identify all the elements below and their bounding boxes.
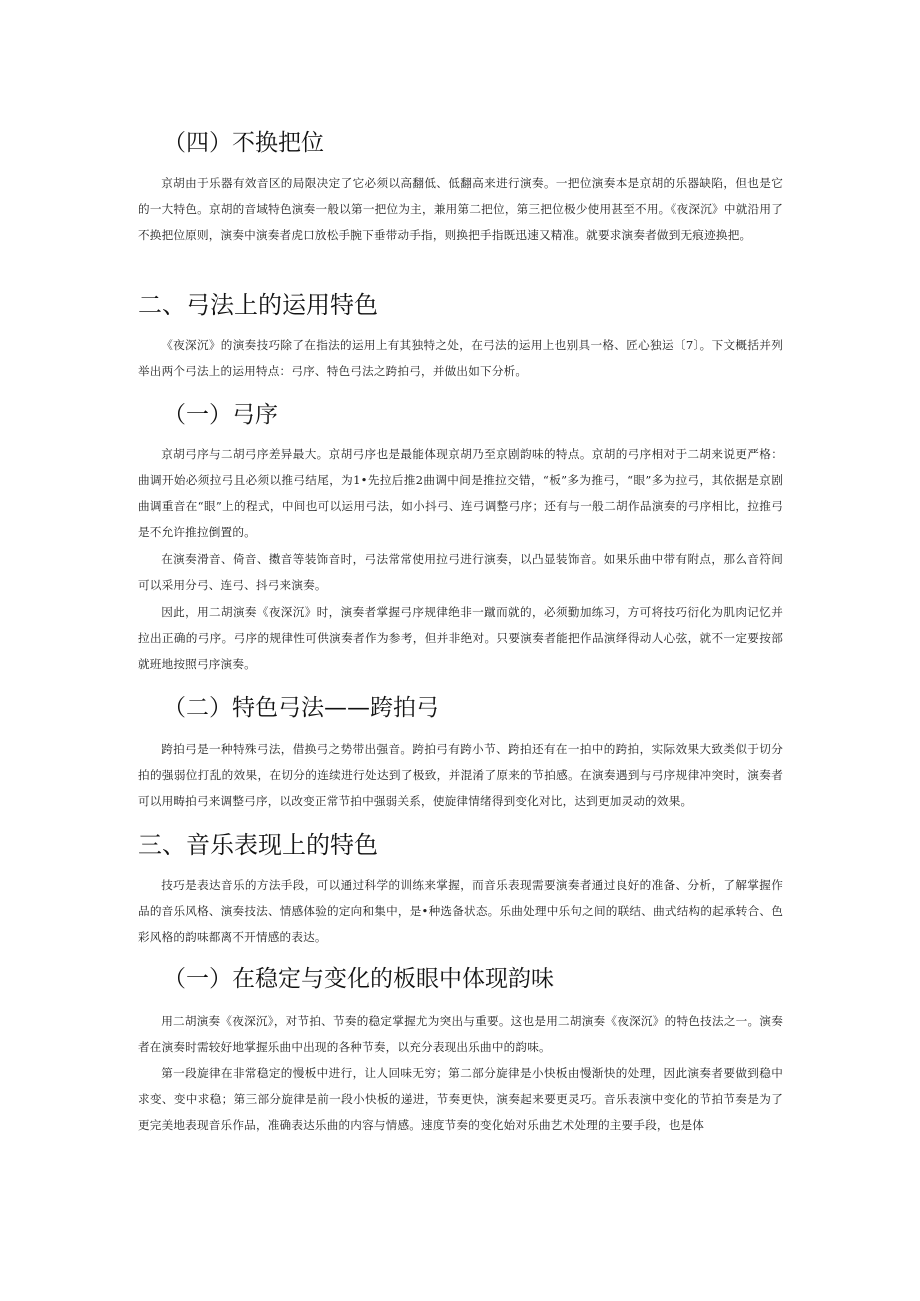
section-heading-gong-fa: 二、弓法上的运用特色 <box>138 291 378 319</box>
section-heading-gong-xu: （一）弓序 <box>163 402 278 428</box>
paragraph: 京胡由于乐器有效音区的局限决定了它必须以高翻低、低翻高来进行演奏。一把位演奏本是京胡的乐器缺陷，但也是它的一大特色。京胡的音域特色演奏一般以第一把位为主，兼用第二把位，第三把位极少使用甚至不用。《夜深沉》中就沿用了不换把位原则，演奏中演奏者虎口放松手腕下垂带动手指，则换把手指既迅速又精准。就要求演奏者做到无痕迹换把。 <box>138 176 783 242</box>
paragraph: 在演奏滑音、倚音、擞音等装饰音时，弓法常常使用拉弓进行演奏，以凸显装饰音。如果乐曲中带有附点，那么音符间可以采用分弓、连弓、抖弓来演奏。 <box>138 552 783 592</box>
paragraph: 第一段旋律在非常稳定的慢板中进行，让人回味无穷；第二部分旋律是小快板由慢渐快的处理，因此演奏者要做到稳中求变、变中求稳；第三部分旋律是前一段小快板的递进，节奏更快，演奏起来要更灵巧。音乐表演中变化的节拍节奏是为了更完美地表现音乐作品，准确表达乐曲的内容与情感。速度节奏的变化始对乐曲艺术处理的主要手段，也是体 <box>138 1066 783 1132</box>
paragraph: 技巧是表达音乐的方法手段，可以通过科学的训练来掌握，而音乐表现需要演奏者通过良好的准备、分析，了解掌握作品的音乐风格、演奏技法、情感体验的定向和集中，是•种选备状态。乐曲处理中乐句之间的联结、曲式结构的起承转合、色彩风格的韵味都离不开情感的表达。 <box>138 878 783 944</box>
section-heading-yin-yue-biao-xian: 三、音乐表现上的特色 <box>138 831 378 859</box>
paragraph: 因此，用二胡演奏《夜深沉》时，演奏者掌握弓序规律绝非一蹴而就的，必须勤加练习，方可将技巧衍化为肌肉记忆并拉出正确的弓序。弓序的规律性可供演奏者作为参考，但并非绝对。只要演奏者能把作品演绎得动人心弦，就不一定要按部就班地按照弓序演奏。 <box>138 605 783 671</box>
paragraph: 跨拍弓是一种特殊弓法，借换弓之势带出强音。跨拍弓有跨小节、跨拍还有在一拍中的跨拍，实际效果大致类似于切分拍的强弱位打乱的效果，在切分的连续进行处达到了极致，并混淆了原来的节拍感。在演奏遇到与弓序规律冲突时，演奏者可以用畴拍弓来调整弓序，以改变正常节拍中强弱关系，使旋律情绪得到变化对比，达到更加灵动的效果。 <box>138 742 783 808</box>
section-heading-kua-pai-gong: （二）特色弓法——跨拍弓 <box>163 695 439 721</box>
paragraph: 京胡弓序与二胡弓序差异最大。京胡弓序也是最能体现京胡乃至京剧韵味的特点。京胡的弓序相对于二胡来说更严格：曲调开始必须拉弓且必须以推弓结尾，为1•先拉后推2曲调中间是推拉交错，“板”多为推弓，“眼”多为拉弓，其依据是京剧曲调重音在“眼”上的程式，中间也可以运用弓法，如小抖弓、连弓调整弓序；还有与一般二胡作品演奏的弓序相比，拉推弓是不允许推拉倒置的。 <box>138 447 783 539</box>
paragraph: 用二胡演奏《夜深沉》，对节拍、节奏的稳定掌握尤为突出与重要。这也是用二胡演奏《夜深沉》的特色技法之一。演奏者在演奏时需较好地掌握乐曲中出现的各种节奏，以充分表现出乐曲中的韵味。 <box>138 1014 783 1054</box>
section-heading-ban-yan-yun-wei: （一）在稳定与变化的板眼中体现韵味 <box>163 966 554 992</box>
paragraph: 《夜深沉》的演奏技巧除了在指法的运用上有其独特之处，在弓法的运用上也别具一格、匠心独运〔7〕。下文概括并列举出两个弓法上的运用特点：弓序、特色弓法之跨拍弓，并做出如下分析。 <box>138 338 783 378</box>
section-heading-bu-huan-ba-wei: （四）不换把位 <box>163 130 324 156</box>
